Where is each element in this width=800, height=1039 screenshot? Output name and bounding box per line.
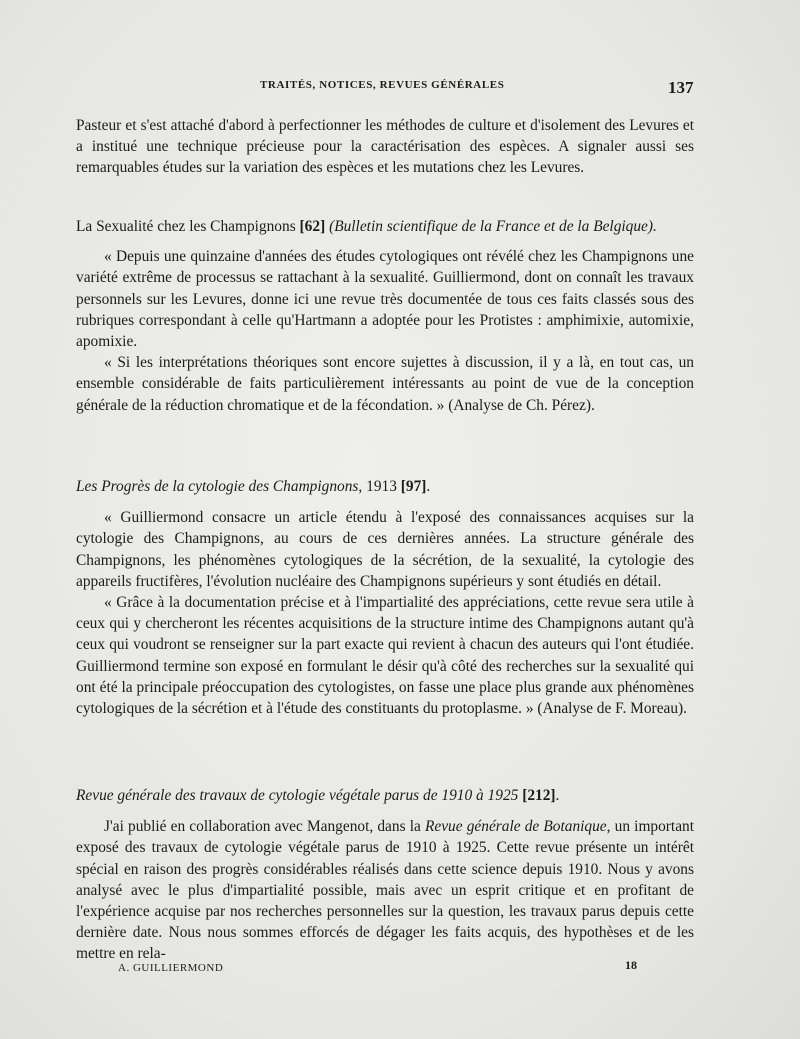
reference-number: [97] — [400, 478, 427, 495]
entry-title — [76, 476, 694, 497]
footer-author: A. GUILLIERMOND — [118, 962, 224, 974]
footer-signature: 18 — [625, 958, 637, 972]
title-text: La Sexualité chez les Champignons — [76, 218, 300, 235]
page-number: 137 — [668, 78, 694, 97]
section-progres — [76, 476, 694, 719]
title-italic: Les Progrès de la cytologie des Champignons — [76, 478, 359, 495]
journal-name: Revue générale de Botanique — [424, 818, 607, 836]
section-pasteur — [76, 115, 694, 179]
paragraph: « Depuis une quinzaine d'années des études cytologiques ont révélé chez les Champignons une variété extrême de processus se rattachant à la sexualité. Guilliermond, dont on connaît les travaux personnels sur les Levures, donne ici une revue très documentée de tous ces faits classés sous des rubriques correspondant à celle qu'Hartmann a adoptée pour les Protistes : amphimixie, automixie, apomixie. — [76, 248, 694, 351]
reference-number: [212] — [518, 787, 556, 804]
para-rest: , un important exposé des travaux de cytologie végétale parus de 1910 à 1925. Cette revue présente un intérêt spécial en raison des progrès considérables réalisés dans cette science depuis 1910. Nous y avons analysé avec le plus d'impartialité possible, mais avec un esprit critique et en profitant de l'expérience acquise par nos recherches personnelles sur la question, les travaux parus depuis cette dernière date. Nous nous sommes efforcés de dégager les faits acquis, des hypothèses et de les mettre en rela- — [76, 818, 695, 963]
paragraph: Pasteur et s'est attaché d'abord à perfectionner les méthodes de culture et d'isolement des Levures et a institué une technique précieuse pour la caractérisation des espèces. A signaler aussi ses remarquables études sur la variation des espèces et les mutations chez les Levures. — [76, 117, 694, 177]
paragraph — [76, 816, 694, 964]
section-revue-generale — [76, 785, 694, 965]
paragraph: « Si les interprétations théoriques sont encore sujettes à discussion, il y a là, en tout cas, un ensemble considérable de faits particulièrement intéressants au point de vue de la conception générale de la réduction chromatique et de la fécondation. » (Analyse de Ch. Pérez). — [76, 354, 694, 414]
title-italic: Revue générale des travaux de cytologie végétale parus de 1910 à 1925 — [76, 787, 519, 804]
title-end: . — [426, 478, 431, 495]
paragraph: « Guilliermond consacre un article étendu à l'exposé des connaissances acquises sur la cytologie des Champignons, au cours de ces dernières années. La structure générale des Champignons, les phénomènes cytologiques de la sécrétion, de la sexualité, la cytologie des appareils fructifères, l'évolution nucléaire des Champignons supérieurs y sont étudiés en détail. — [76, 509, 694, 590]
title-end: . — [555, 787, 560, 804]
title-source: (Bulletin scientifique de la France et de la Belgique). — [329, 218, 657, 235]
section-sexualite — [76, 216, 694, 416]
paragraph: « Grâce à la documentation précise et à l'impartialité des appréciations, cette revue sera utile à ceux qui y chercheront les récentes acquisitions de la structure intime des Champignons autant qu'à ceux qui voudront se renseigner sur la part exacte qui revient à chacun des auteurs qui l'ont étudiée. Guilliermond termine son exposé en formulant le désir qu'à côté des recherches sur la sexualité qui ont été la principale préoccupation des cytologistes, on fasse une place plus grande aux phénomènes cytologiques de la sécrétion et à l'étude des constituants du protoplasme. » (Analyse de F. Moreau). — [76, 594, 694, 718]
entry-title — [76, 216, 694, 237]
reference-number: [62] — [299, 218, 326, 235]
running-header: TRAITÉS, NOTICES, REVUES GÉNÉRALES — [260, 79, 505, 91]
para-start: J'ai publié en collaboration avec Mangenot, dans la — [104, 818, 425, 836]
entry-title — [76, 785, 694, 806]
title-year: , 1913 — [358, 478, 401, 495]
